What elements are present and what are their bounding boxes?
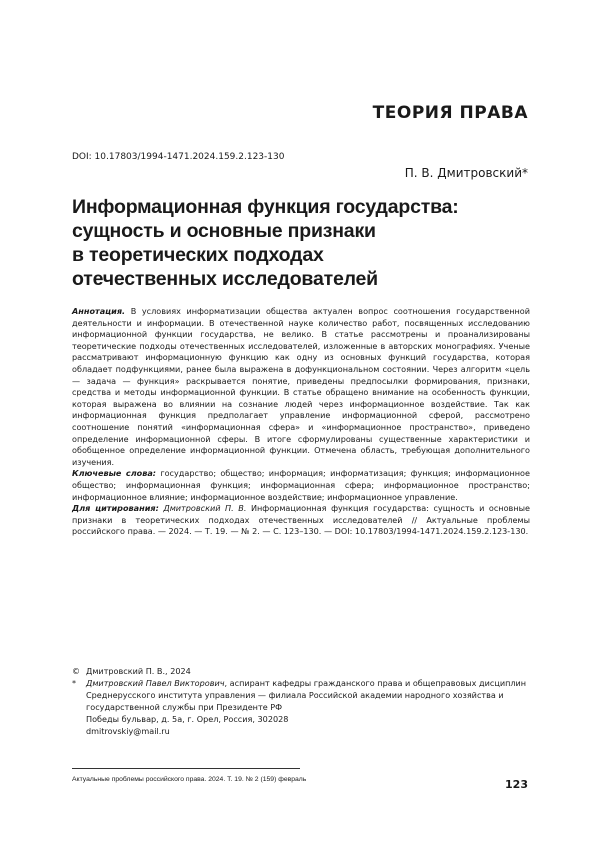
copyright-mark: ©: [72, 666, 81, 676]
doi: DOI: 10.17803/1994-1471.2024.159.2.123-130: [72, 152, 285, 162]
abstract-block: [72, 306, 530, 538]
title-line: в теоретических подходах: [72, 244, 324, 266]
abstract-text: В условиях информатизации общества актуален вопрос соотношения государственной деятельности и информации. В отечественной науке количество работ, посвященных исследованию информационной функции государства, не велико. В статье рассмотрены и проанализированы теоретические подходы отечественных исследователей, изложенные в авторских монографиях. Ученые рассматривают информационную функцию как одну из основных функций государства, которая обладает подфункциями, ранее была выражена в дофункциональном состоянии. Через алгоритм «цель — задача — функция» раскрывается понятие, приведены предпосылки формирования, признаки, средства и методы информационной функции. В статье обращено внимание на особенность функции, которая выражена во влиянии на сознание людей через информационное воздействие. Так как информационная функция предполагает управление информационной сферой, рассмотрено соотношение понятий «информационная сфера» и «информационное пространство», приведено определение информационной сферы. В итоге сформулированы существенные характеристики и обобщенное определение информационной функции. Отмечена область, требующая дополнительного изучения.: [72, 306, 530, 467]
title-line: сущность и основные признаки: [72, 220, 376, 242]
footnote-star: *: [72, 678, 77, 688]
title-line: Информационная функция государства:: [72, 196, 459, 218]
author-name: П. В. Дмитровский*: [404, 166, 528, 180]
article-title: [72, 195, 512, 291]
copyright-text: Дмитровский П. В., 2024: [86, 666, 191, 676]
citation-label: Для цитирования:: [72, 503, 159, 514]
page-number: 123: [505, 778, 528, 791]
journal-footer: Актуальные проблемы российского права. 2024. Т. 19. № 2 (159) февраль: [72, 776, 307, 783]
title-line: отечественных исследователей: [72, 268, 378, 290]
keywords: [72, 468, 530, 503]
keywords-text: государство; общество; информация; информатизация; функция; информационное общество; информационная функция; информационная сфера; информационное пространство; информационное влияние; информационное воздействие; информационное управление.: [72, 468, 530, 502]
copyright-note: [72, 665, 530, 677]
keywords-label: Ключевые слова:: [72, 468, 157, 479]
citation: [72, 503, 530, 538]
author-note: [72, 677, 530, 713]
footer-rule: [72, 768, 300, 769]
footnotes: [72, 665, 530, 737]
abstract-label: Аннотация.: [72, 306, 126, 316]
author-address: Победы бульвар, д. 5а, г. Орел, Россия, 302028: [86, 714, 289, 724]
author-email: dmitrovskiy@mail.ru: [86, 726, 170, 736]
citation-author: Дмитровский П. В.: [158, 503, 247, 514]
author-note-body: [86, 677, 530, 713]
author-full-name: Дмитровский Павел Викторович: [86, 678, 225, 688]
section-title: ТЕОРИЯ ПРАВА: [372, 103, 528, 123]
abstract: [72, 306, 530, 468]
author-affiliation: , аспирант кафедры гражданского права и общеправовых дисциплин Среднерусского института управления — филиала Российской академии народного хозяйства и государственной службы при Президенте РФ: [86, 678, 527, 712]
citation-text: Информационная функция государства: сущность и основные признаки в теоретических подходах отечественных исследователей // Актуальные проблемы российского права. — 2024. — Т. 19. — № 2. — С. 123–130. — DOI: 10.17803/1994-1471.2024.159.2.123-130.: [72, 503, 530, 537]
